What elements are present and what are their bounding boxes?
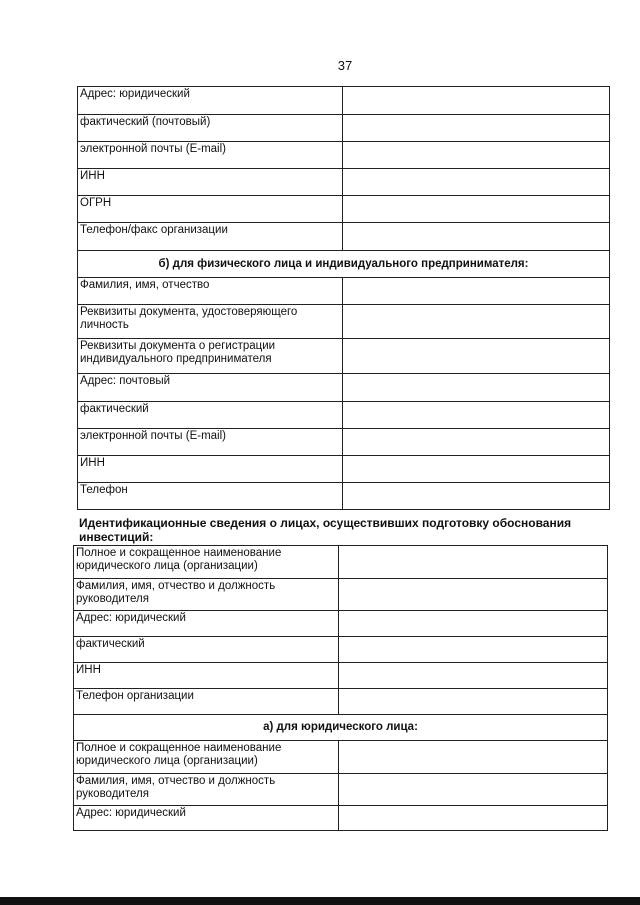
table-row xyxy=(78,483,610,510)
table-row xyxy=(78,456,610,483)
table-row xyxy=(74,741,608,774)
row-label: Адрес: юридический xyxy=(74,806,339,831)
table-row xyxy=(78,305,610,339)
value-field[interactable] xyxy=(339,689,608,715)
preparers-table xyxy=(73,545,608,831)
value-field[interactable] xyxy=(339,637,608,663)
table-row xyxy=(78,339,610,374)
section-row xyxy=(78,251,610,278)
row-label: Фамилия, имя, отчество и должность руководителя xyxy=(74,579,339,611)
table-row xyxy=(74,546,608,579)
row-label: Фамилия, имя, отчество xyxy=(78,278,343,305)
row-label: Фамилия, имя, отчество и должность руководителя xyxy=(74,774,339,806)
value-field[interactable] xyxy=(339,774,608,806)
table-row xyxy=(74,637,608,663)
value-field[interactable] xyxy=(343,196,610,223)
legal-entity-table xyxy=(77,86,610,510)
row-label: Реквизиты документа, удостоверяющего личность xyxy=(78,305,343,339)
value-field[interactable] xyxy=(343,115,610,142)
row-label: Телефон xyxy=(78,483,343,510)
value-field[interactable] xyxy=(339,611,608,637)
value-field[interactable] xyxy=(343,305,610,339)
scan-edge xyxy=(0,897,640,905)
value-field[interactable] xyxy=(343,339,610,374)
value-field[interactable] xyxy=(343,142,610,169)
table-row xyxy=(74,611,608,637)
row-label: Адрес: юридический xyxy=(74,611,339,637)
table-row xyxy=(74,774,608,806)
table-row xyxy=(78,223,610,251)
row-label: ИНН xyxy=(78,169,343,196)
section-heading-legal-entity: а) для юридического лица: xyxy=(74,715,608,741)
row-label: фактический xyxy=(74,637,339,663)
table-row xyxy=(78,278,610,305)
table-row xyxy=(78,115,610,142)
section-row xyxy=(74,715,608,741)
value-field[interactable] xyxy=(343,87,610,115)
value-field[interactable] xyxy=(343,402,610,429)
table-row xyxy=(78,169,610,196)
value-field[interactable] xyxy=(339,579,608,611)
row-label: электронной почты (E-mail) xyxy=(78,429,343,456)
table-row xyxy=(74,806,608,831)
row-label: фактический (почтовый) xyxy=(78,115,343,142)
row-label: электронной почты (E-mail) xyxy=(78,142,343,169)
value-field[interactable] xyxy=(339,741,608,774)
table-row xyxy=(74,663,608,689)
table-row xyxy=(78,87,610,115)
value-field[interactable] xyxy=(339,806,608,831)
row-label: Адрес: почтовый xyxy=(78,374,343,402)
row-label: Реквизиты документа о регистрации индивидуального предпринимателя xyxy=(78,339,343,374)
value-field[interactable] xyxy=(343,374,610,402)
row-label: Полное и сокращенное наименование юридического лица (организации) xyxy=(74,741,339,774)
table-row xyxy=(78,142,610,169)
row-label: Полное и сокращенное наименование юридического лица (организации) xyxy=(74,546,339,579)
table-row xyxy=(78,429,610,456)
value-field[interactable] xyxy=(343,456,610,483)
row-label: Адрес: юридический xyxy=(78,87,343,115)
value-field[interactable] xyxy=(343,278,610,305)
section-heading-individual: б) для физического лица и индивидуального предпринимателя: xyxy=(78,251,610,278)
row-label: ИНН xyxy=(78,456,343,483)
value-field[interactable] xyxy=(339,663,608,689)
investment-preparers-heading: Идентификационные сведения о лицах, осуществивших подготовку обоснования инвестиций: xyxy=(79,516,572,544)
value-field[interactable] xyxy=(339,546,608,579)
value-field[interactable] xyxy=(343,483,610,510)
table-row xyxy=(78,402,610,429)
table-row xyxy=(74,579,608,611)
row-label: Телефон/факс организации xyxy=(78,223,343,251)
row-label: ОГРН xyxy=(78,196,343,223)
table-row xyxy=(78,374,610,402)
row-label: ИНН xyxy=(74,663,339,689)
table-row xyxy=(74,689,608,715)
row-label: Телефон организации xyxy=(74,689,339,715)
table-row xyxy=(78,196,610,223)
value-field[interactable] xyxy=(343,223,610,251)
row-label: фактический xyxy=(78,402,343,429)
value-field[interactable] xyxy=(343,429,610,456)
page-number: 37 xyxy=(337,58,353,73)
value-field[interactable] xyxy=(343,169,610,196)
